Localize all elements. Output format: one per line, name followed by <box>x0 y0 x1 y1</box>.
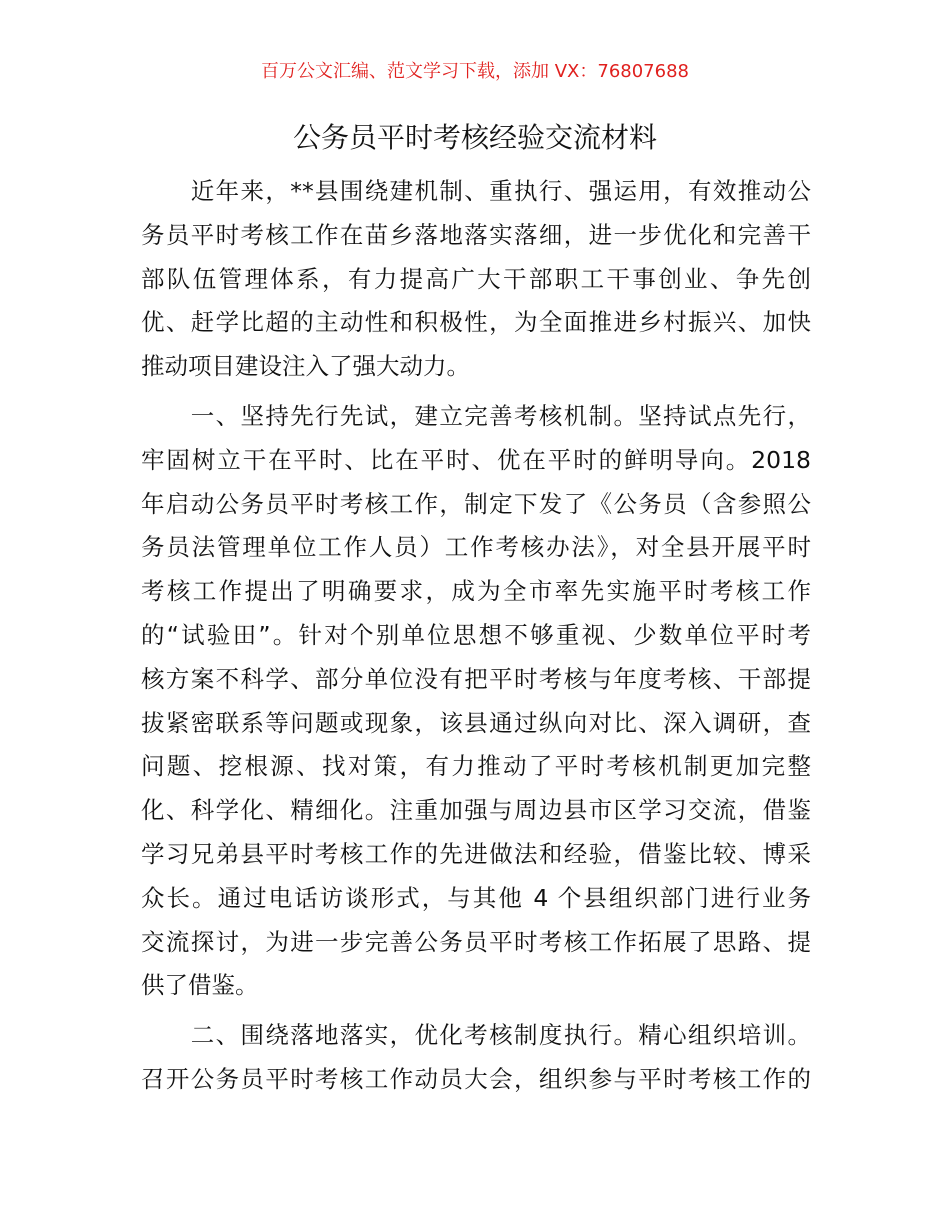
paragraph <box>141 395 811 1008</box>
text-line: 推动项目建设注入了强大动力。 <box>141 352 470 381</box>
text-line: 核方案不科学、部分单位没有把平时考核与年度考核、干部提 <box>141 664 811 693</box>
text-line: 供了借鉴。 <box>141 971 259 1000</box>
watermark-header: 百万公文汇编、范文学习下载，添加 VX：76807688 <box>261 61 689 82</box>
text-line: 部队伍管理体系，有力提高广大干部职工干事创业、争先创 <box>141 264 811 293</box>
paragraph <box>141 1014 811 1102</box>
text-line: 化、科学化、精细化。注重加强与周边县市区学习交流，借鉴 <box>141 796 811 825</box>
text-line: 召开公务员平时考核工作动员大会，组织参与平时考核工作的 <box>141 1064 811 1093</box>
document-body <box>141 170 811 1108</box>
document-title: 公务员平时考核经验交流材料 <box>292 121 657 154</box>
text-line: 学习兄弟县平时考核工作的先进做法和经验，借鉴比较、博采 <box>141 839 811 868</box>
text-line: 问题、挖根源、找对策，有力推动了平时考核机制更加完整 <box>141 752 811 781</box>
text-line: 一、坚持先行先试，建立完善考核机制。坚持试点先行， <box>141 401 811 430</box>
text-line: 牢固树立干在平时、比在平时、优在平时的鲜明导向。2018 <box>141 445 811 474</box>
text-line: 近年来，**县围绕建机制、重执行、强运用，有效推动公 <box>141 177 811 205</box>
text-line: 的“试验田”。针对个别单位思想不够重视、少数单位平时考 <box>141 620 811 649</box>
text-line: 二、围绕落地落实，优化考核制度执行。精心组织培训。 <box>141 1021 811 1050</box>
text-line: 务员平时考核工作在苗乡落地落实落细，进一步优化和完善干 <box>141 220 811 249</box>
text-line: 优、赶学比超的主动性和积极性，为全面推进乡村振兴、加快 <box>141 308 811 337</box>
text-line: 众长。通过电话访谈形式，与其他 4 个县组织部门进行业务 <box>141 883 811 912</box>
text-line: 务员法管理单位工作人员）工作考核办法》，对全县开展平时 <box>141 533 811 562</box>
paragraph <box>141 170 811 389</box>
text-line: 考核工作提出了明确要求，成为全市率先实施平时考核工作 <box>141 577 811 606</box>
text-line: 年启动公务员平时考核工作，制定下发了《公务员（含参照公 <box>141 489 811 518</box>
text-line: 交流探讨，为进一步完善公务员平时考核工作拓展了思路、提 <box>141 927 811 956</box>
text-line: 拔紧密联系等问题或现象，该县通过纵向对比、深入调研，查 <box>141 708 811 737</box>
